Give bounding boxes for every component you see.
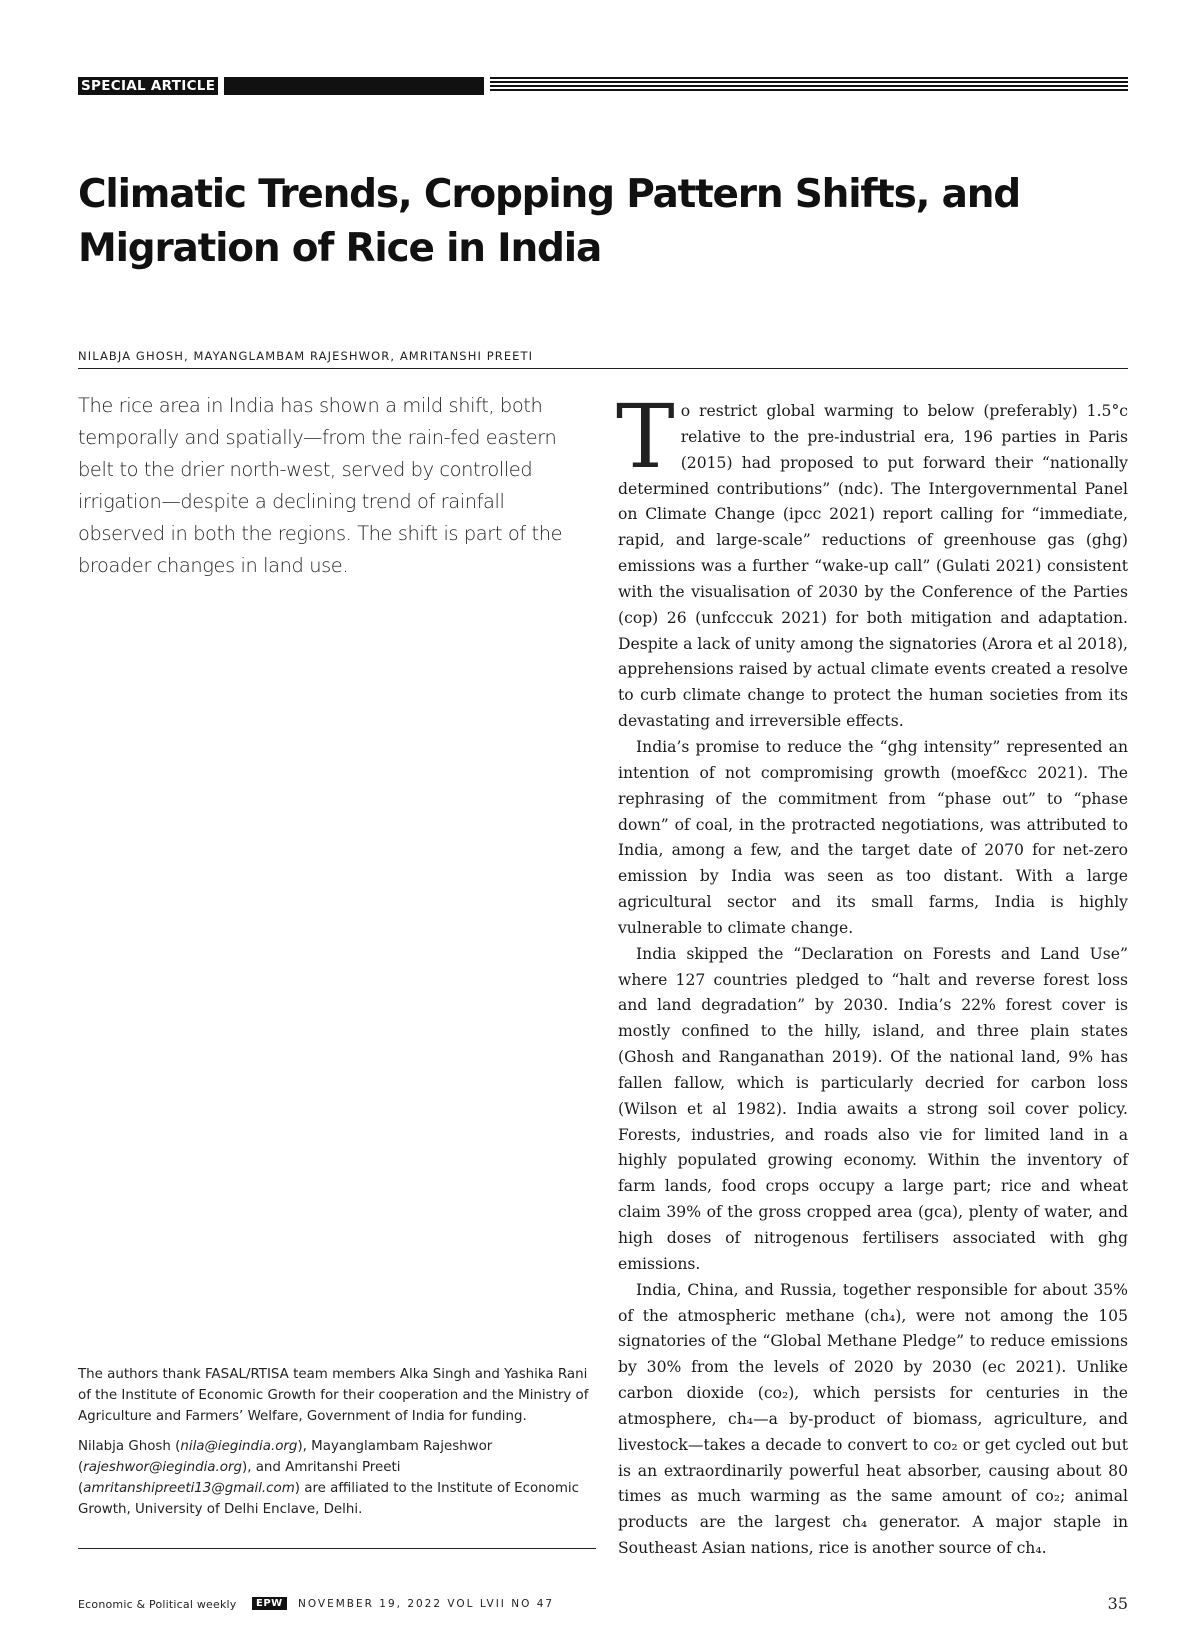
page-footer xyxy=(78,1596,1128,1616)
epw-logo: EPW xyxy=(252,1597,287,1610)
abstract: The rice area in India has shown a mild shift, both temporally and spatially—from the rain-fed eastern belt to the drier north-west, served by controlled irrigation—despite a declining trend of rainfall observed in both the regions. The shift is part of the broader changes in land use. xyxy=(78,394,563,577)
article-body xyxy=(616,385,1128,1562)
section-label: SPECIAL ARTICLE xyxy=(78,77,218,95)
article-title-line2: Migration of Rice in India xyxy=(78,226,602,271)
journal-name: Economic & Political weekly xyxy=(78,1598,237,1611)
affiliation-note xyxy=(78,1436,596,1520)
author-divider xyxy=(78,368,1128,369)
footnote-divider xyxy=(78,1548,596,1549)
affiliation-text: ), and Amritanshi Preeti ( xyxy=(78,1460,401,1496)
affiliation-text: ), Mayanglambam Rajeshwor ( xyxy=(78,1439,493,1475)
article-title-line1: Climatic Trends, Cropping Pattern Shifts, and xyxy=(78,172,1021,217)
page-number: 35 xyxy=(1107,1594,1128,1613)
author-email-link[interactable]: rajeshwor@iegindia.org xyxy=(83,1460,242,1475)
drop-cap: T xyxy=(616,385,675,488)
body-paragraph xyxy=(616,385,1128,735)
author-email-link[interactable]: amritanshipreeti13@gmail.com xyxy=(83,1481,295,1496)
affiliation-text: ) are affiliated to the Institute of Economic Growth, University of Delhi Enclave, Delhi. xyxy=(78,1481,579,1517)
header-rule-lines xyxy=(490,77,1128,95)
body-paragraph: India, China, and Russia, together responsible for about 35% of the atmospheric methane (ch₄), were not among the 105 signatories of the “Global Methane Pledge” to reduce emissions by 30% from the levels of 2020 by 2030 (ec 2021). Unlike carbon dioxide (co₂), which persists for centuries in the atmosphere, ch₄—a by-product of biomass, agriculture, and livestock—takes a decade to convert to co₂ or get cycled out but is an extraordinarily powerful heat absorber, causing about 80 times as much warming as the same amount of co₂; animal products are the largest ch₄ generator. A major staple in Southeast Asian nations, rice is another source of ch₄. xyxy=(618,1280,1128,1558)
body-paragraph: India’s promise to reduce the “ghg intensity” represented an intention of not compromising growth (moef&cc 2021). The rephrasing of the commitment from “phase out” to “phase down” of coal, in the protracted negotiations, was attributed to India, among a few, and the target date of 2070 for net-zero emission by India was seen as too distant. With a large agricultural sector and its small farms, India is highly vulnerable to climate change. xyxy=(618,737,1128,937)
body-paragraph-text: o restrict global warming to below (preferably) 1.5°c relative to the pre-industrial era, 196 parties in Paris (2015) had proposed to put forward their “nationally determined contributions” (ndc). The Intergovernmental Panel on Climate Change (ipcc 2021) report calling for “immediate, rapid, and large-scale” reductions of greenhouse gas (ghg) emissions was a further “wake-up call” (Gulati 2021) consistent with the visualisation of 2030 by the Conference of the Parties (cop) 26 (unfcccuk 2021) for both mitigation and adaptation. Despite a lack of unity among the signatories (Arora et al 2018), apprehensions raised by actual climate events created a resolve to curb climate change to protect the human societies from its devastating and irreversible effects. xyxy=(618,402,1128,731)
issue-info: NOVEMBER 19, 2022 VOL LVII NO 47 xyxy=(298,1598,555,1610)
footnotes xyxy=(78,1364,596,1529)
author-email-link[interactable]: nila@iegindia.org xyxy=(180,1439,298,1454)
body-paragraph: India skipped the “Declaration on Forests and Land Use” where 127 countries pledged to “halt and reverse forest loss and land degradation” by 2030. India’s 22% forest cover is mostly confined to the hilly, island, and three plain states (Ghosh and Ranganathan 2019). Of the national land, 9% has fallen fallow, which is particularly decried for carbon loss (Wilson et al 1982). India awaits a strong soil cover policy. Forests, industries, and roads also vie for limited land in a highly populated growing economy. Within the inventory of farm lands, food crops occupy a large part; rice and wheat claim 39% of the gross cropped area (gca), plenty of water, and high doses of nitrogenous fertilisers associated with ghg emissions. xyxy=(618,944,1128,1273)
article-title xyxy=(78,168,1138,276)
author-list: NILABJA GHOSH, MAYANGLAMBAM RAJESHWOR, AMRITANSHI PREETI xyxy=(78,349,534,363)
acknowledgement-note: The authors thank FASAL/RTISA team members Alka Singh and Yashika Rani of the Institute of Economic Growth for their cooperation and the Ministry of Agriculture and Farmers’ Welfare, Government of India for funding. xyxy=(78,1367,589,1424)
section-header-bar xyxy=(78,77,1128,95)
affiliation-text: Nilabja Ghosh ( xyxy=(78,1439,181,1454)
header-fill-block xyxy=(224,77,484,95)
